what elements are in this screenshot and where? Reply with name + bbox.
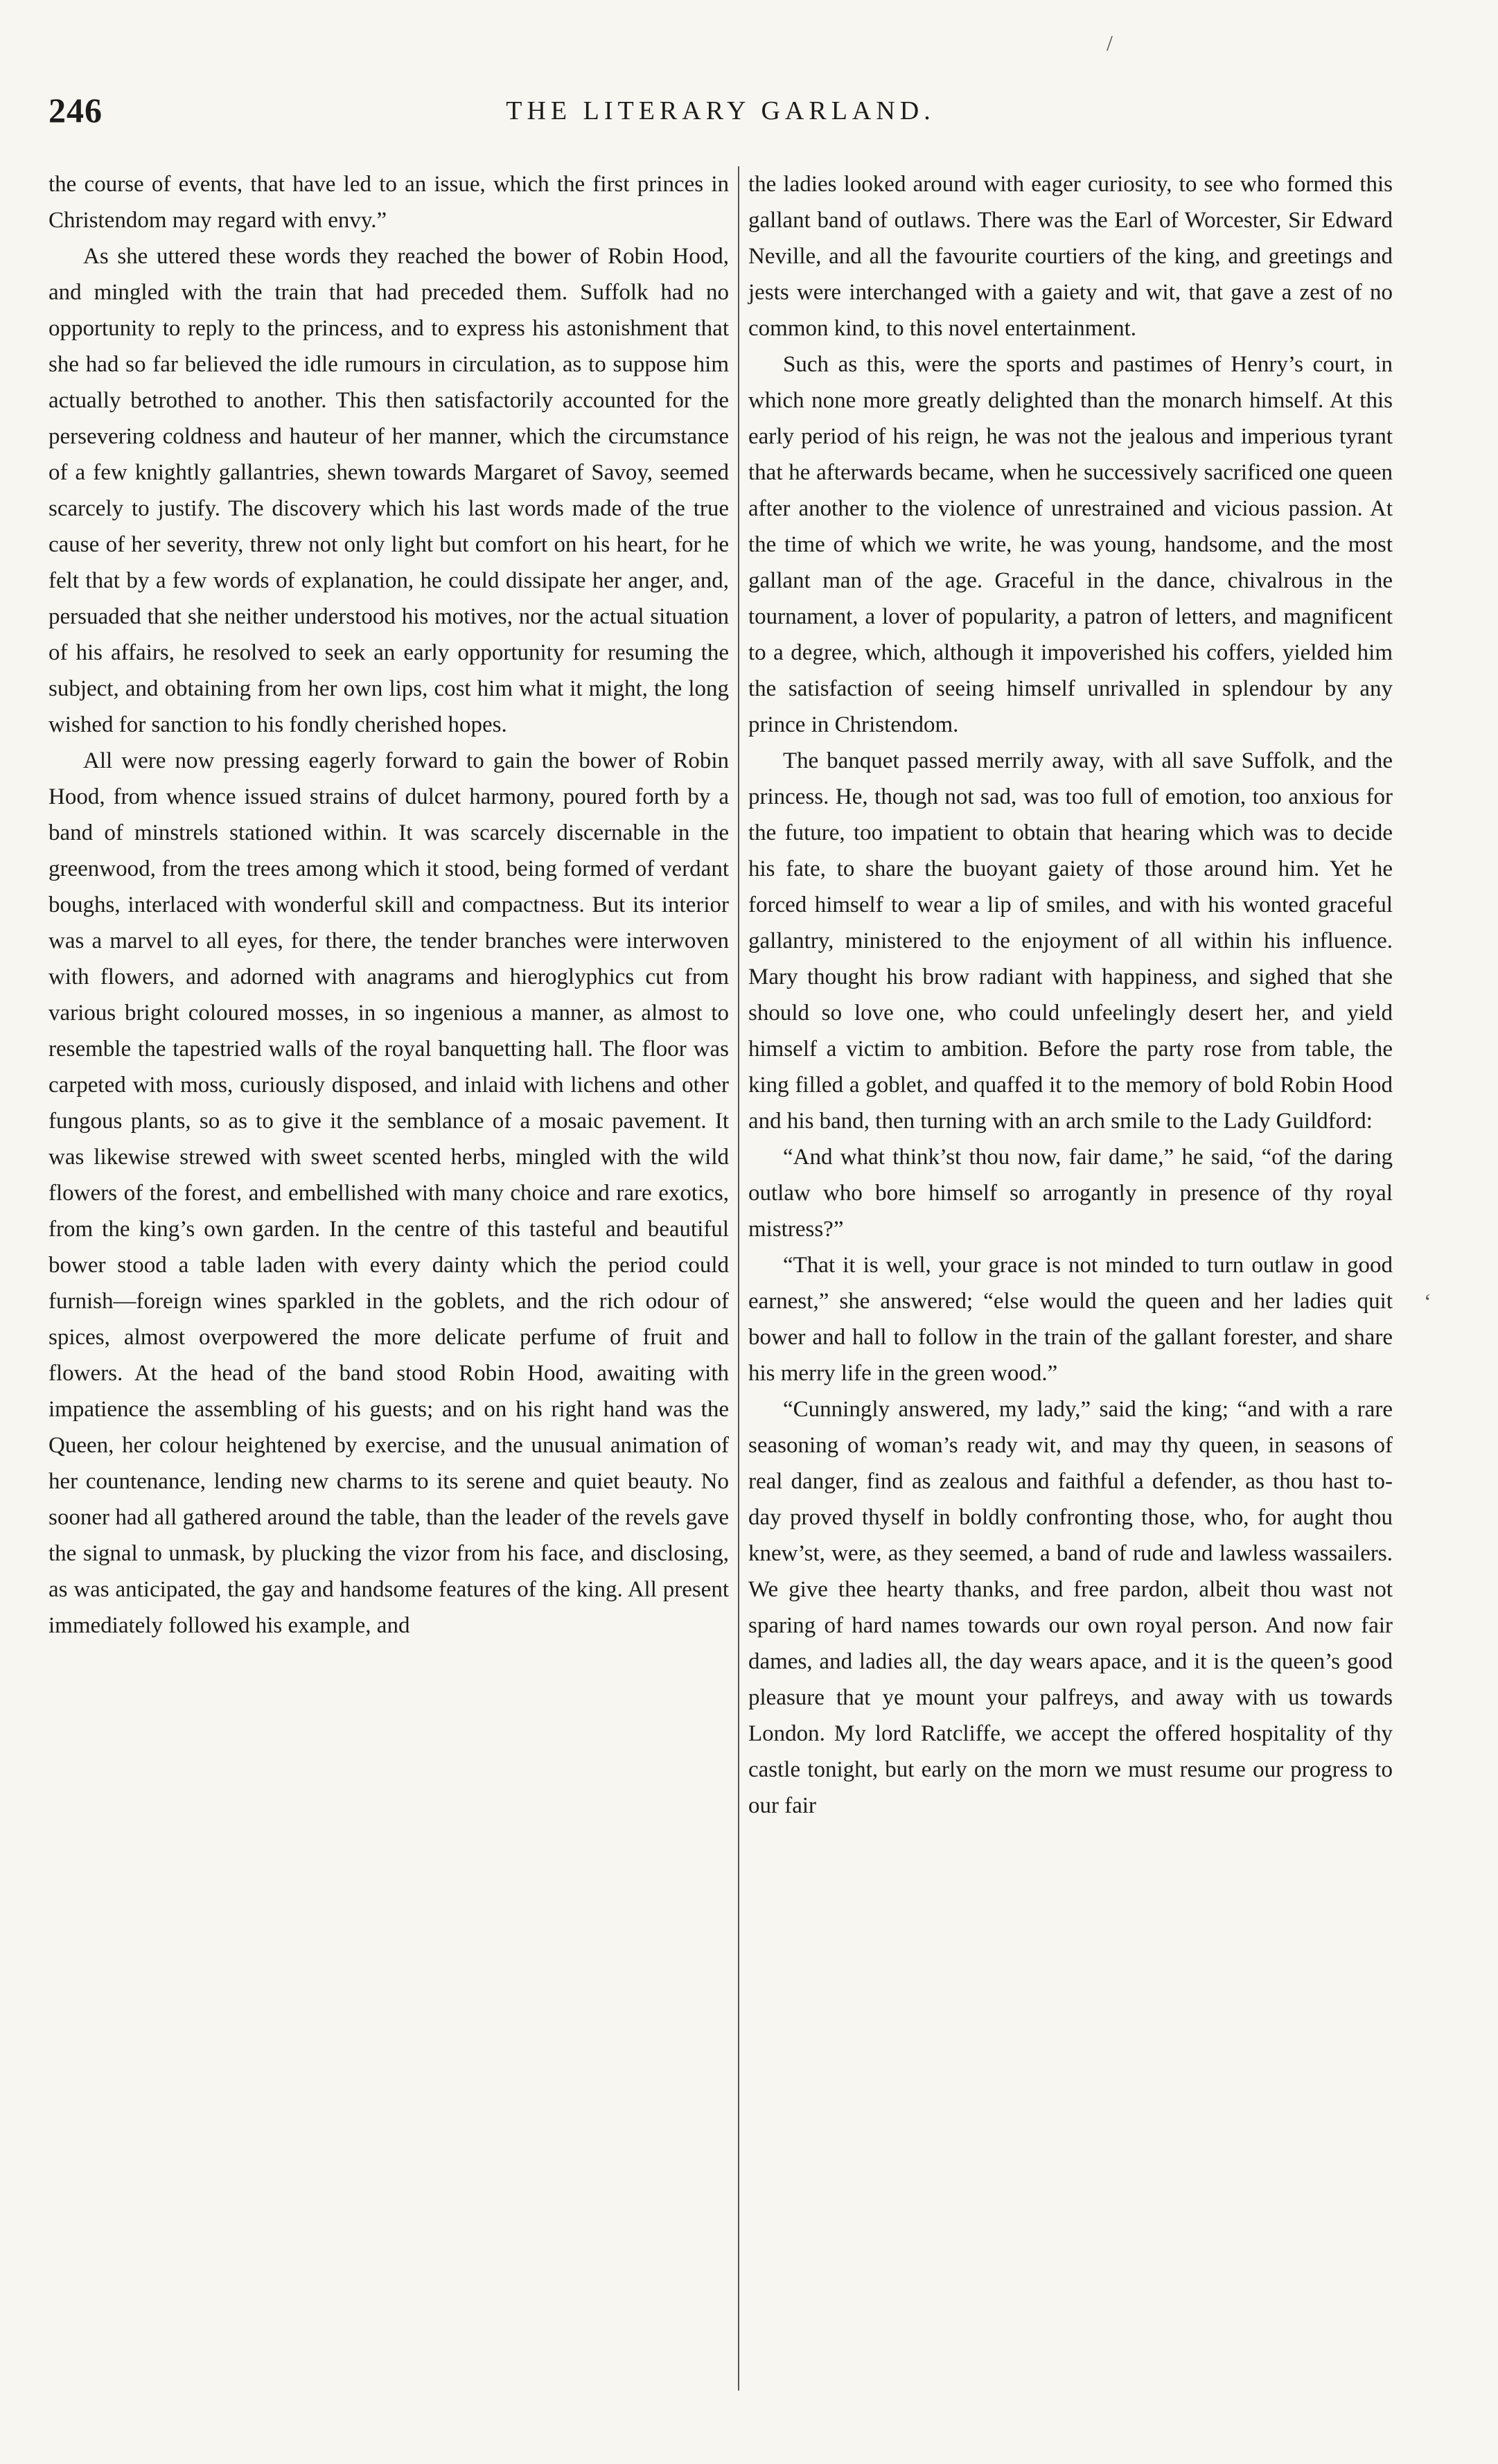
paragraph: As she uttered these words they reached the bower of Robin Hood, and mingled with the train that had preceded them. Suffolk had no opportunity to reply to the princess, and to express his astonishment that she had so far believed the idle rumours in circulation, as to suppose him actually betrothed to another. This then satisfactorily accounted for the persevering coldness and hauteur of her manner, which the circumstance of a few knightly gallantries, shewn towards Margaret of Savoy, seemed scarcely to justify. The discovery which his last words made of the true cause of her severity, threw not only light but comfort on his heart, for he felt that by a few words of explanation, he could dissipate her anger, and, persuaded that she neither understood his motives, nor the actual situation of his affairs, he resolved to seek an early opportunity for resuming the subject, and obtaining from her own lips, cost him what it might, the long wished for sanction to his fondly cherished hopes.	[49, 244, 729, 737]
right-column	[748, 166, 1393, 1824]
paragraph: “That it is well, your grace is not minded to turn outlaw in good earnest,” she answered; “else would the queen and her ladies quit bower and hall to follow in the train of the gallant forester, and share his merry life in the green wood.”	[748, 1253, 1393, 1386]
left-column	[49, 166, 729, 1644]
paragraph: Such as this, were the sports and pastimes of Henry’s court, in which none more greatly delighted than the monarch himself. At this early period of his reign, he was not the jealous and imperious tyrant that he afterwards became, when he successively sacrificed one queen after another to the violence of unrestrained and vicious passion. At the time of which we write, he was young, handsome, and the most gallant man of the age. Graceful in the dance, chivalrous in the tournament, a lover of popularity, a patron of letters, and magnificent to a degree, which, although it impoverished his coffers, yielded him the satisfaction of seeing himself unrivalled in splendour by any prince in Christendom.	[748, 352, 1393, 737]
page-header	[49, 90, 1393, 139]
stray-mark-top: /	[1107, 30, 1113, 55]
stray-mark-margin: ‘	[1424, 1289, 1431, 1314]
column-divider	[738, 166, 739, 2391]
paragraph: All were now pressing eagerly forward to gain the bower of Robin Hood, from whence issued strains of dulcet harmony, poured forth by a band of minstrels stationed within. It was scarcely discernable in the greenwood, from the trees among which it stood, being formed of verdant boughs, interlaced with wonderful skill and compactness. But its interior was a marvel to all eyes, for there, the tender branches were interwoven with flowers, and adorned with anagrams and hieroglyphics cut from various bright coloured mosses, in so ingenious a manner, as almost to resemble the tapestried walls of the royal banquetting hall. The floor was carpeted with moss, curiously disposed, and inlaid with lichens and other fungous plants, so as to give it the semblance of a mosaic pavement. It was likewise strewed with sweet scented herbs, mingled with the wild flowers of the forest, and embellished with many choice and rare exotics, from the king’s own garden. In the centre of this tasteful and beautiful bower stood a table laden with every dainty which the period could furnish—foreign wines sparkled in the goblets, and the rich odour of spices, almost overpowered the more delicate perfume of fruit and flowers. At the head of the band stood Robin Hood, awaiting with impatience the assembling of his guests; and on his right hand was the Queen, her colour heightened by exercise, and the unusual animation of her countenance, lending new charms to its serene and quiet beauty. No sooner had all gathered around the table, than the leader of the revels gave the signal to unmask, by plucking the vizor from his face, and disclosing, as was anticipated, the gay and handsome features of the king. All present immediately followed his example, and	[49, 748, 729, 1638]
page-number: 246	[49, 91, 103, 130]
paragraph: the ladies looked around with eager curiosity, to see who formed this gallant band of outlaws. There was the Earl of Worcester, Sir Edward Neville, and all the favourite courtiers of the king, and greetings and jests were interchanged with a gaiety and wit, that gave a zest of no common kind, to this novel entertainment.	[748, 172, 1393, 341]
paragraph: the course of events, that have led to an issue, which the first princes in Christendom may regard with envy.”	[49, 172, 729, 233]
paragraph: The banquet passed merrily away, with all save Suffolk, and the princess. He, though not sad, was too full of emotion, too anxious for the future, too impatient to obtain that hearing which was to decide his fate, to share the buoyant gaiety of those around him. Yet he forced himself to wear a lip of smiles, and with his wonted graceful gallantry, ministered to the enjoyment of all within his influence. Mary thought his brow radiant with happiness, and sighed that she should so love one, who could unfeelingly desert her, and yield himself a victim to ambition. Before the party rose from table, the king filled a goblet, and quaffed it to the memory of bold Robin Hood and his band, then turning with an arch smile to the Lady Guildford:	[748, 748, 1393, 1134]
running-title: THE LITERARY GARLAND.	[506, 96, 935, 125]
paragraph: “Cunningly answered, my lady,” said the king; “and with a rare seasoning of woman’s ready wit, and may thy queen, in seasons of real danger, find as zealous and faithful a defender, as thou hast to-day proved thyself in boldly confronting those, who, for aught thou knew’st, were, as they seemed, a band of rude and lawless wassailers. We give thee hearty thanks, and free pardon, albeit thou wast not sparing of hard names towards our own royal person. And now fair dames, and ladies all, the day wears apace, and it is the queen’s good pleasure that ye mount your palfreys, and away with us towards London. My lord Ratcliffe, we accept the offered hospitality of thy castle tonight, but early on the morn we must resume our progress to our fair	[748, 1397, 1393, 1818]
text-columns	[49, 166, 1393, 2404]
paragraph: “And what think’st thou now, fair dame,” he said, “of the daring outlaw who bore himself so arrogantly in presence of thy royal mistress?”	[748, 1145, 1393, 1242]
